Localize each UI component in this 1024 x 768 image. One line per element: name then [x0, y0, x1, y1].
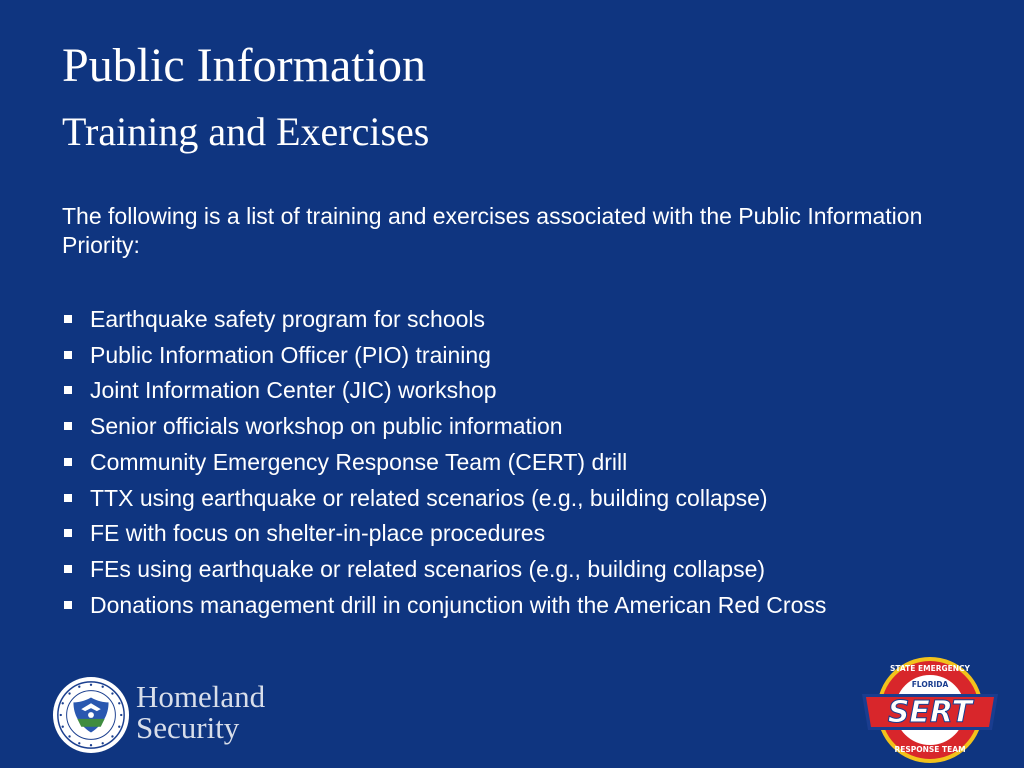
list-item-text: TTX using earthquake or related scenarios (e.g., building collapse)	[90, 484, 768, 511]
dhs-wordmark	[136, 681, 265, 743]
bullet-icon	[64, 351, 72, 359]
sert-logo-icon	[858, 654, 1002, 766]
list-item-text: Senior officials workshop on public information	[90, 413, 563, 440]
bullet-icon	[64, 458, 72, 466]
sert-bottom-text: RESPONSE TEAM	[894, 745, 966, 754]
bullet-icon	[64, 494, 72, 502]
dhs-wordmark-line1: Homeland	[136, 679, 266, 714]
bullet-icon	[64, 601, 72, 609]
list-item	[62, 481, 826, 517]
sert-state-text: FLORIDA	[911, 680, 949, 689]
list-item-text: Public Information Officer (PIO) training	[90, 341, 491, 368]
list-item-text: Community Emergency Response Team (CERT) drill	[90, 448, 628, 475]
bullet-icon	[64, 315, 72, 323]
list-item	[62, 338, 826, 374]
list-item-text: Joint Information Center (JIC) workshop	[90, 377, 497, 404]
intro-text: The following is a list of training and exercises associated with the Public Information Priority:	[62, 203, 923, 258]
list-item	[62, 409, 826, 445]
dhs-wordmark-line2: Security	[136, 710, 240, 745]
list-item	[62, 588, 826, 624]
dhs-seal-icon	[52, 676, 130, 754]
slide-subtitle: Training and Exercises	[62, 109, 430, 154]
bullet-icon	[64, 386, 72, 394]
training-list	[62, 302, 826, 623]
list-item	[62, 373, 826, 409]
list-item	[62, 516, 826, 552]
sert-top-text: STATE EMERGENCY	[890, 664, 970, 673]
list-item-text: FEs using earthquake or related scenarios (e.g., building collapse)	[90, 555, 766, 582]
list-item-text: FE with focus on shelter-in-place procedures	[90, 520, 546, 547]
list-item-text: Donations management drill in conjunction with the American Red Cross	[90, 591, 827, 618]
list-item	[62, 302, 826, 338]
slide-title: Public Information	[62, 39, 426, 92]
bullet-icon	[64, 565, 72, 573]
sert-logo-text: SERT	[887, 695, 973, 730]
list-item	[62, 445, 826, 481]
list-item	[62, 552, 826, 588]
bullet-icon	[64, 529, 72, 537]
bullet-icon	[64, 422, 72, 430]
list-item-text: Earthquake safety program for schools	[90, 306, 486, 332]
